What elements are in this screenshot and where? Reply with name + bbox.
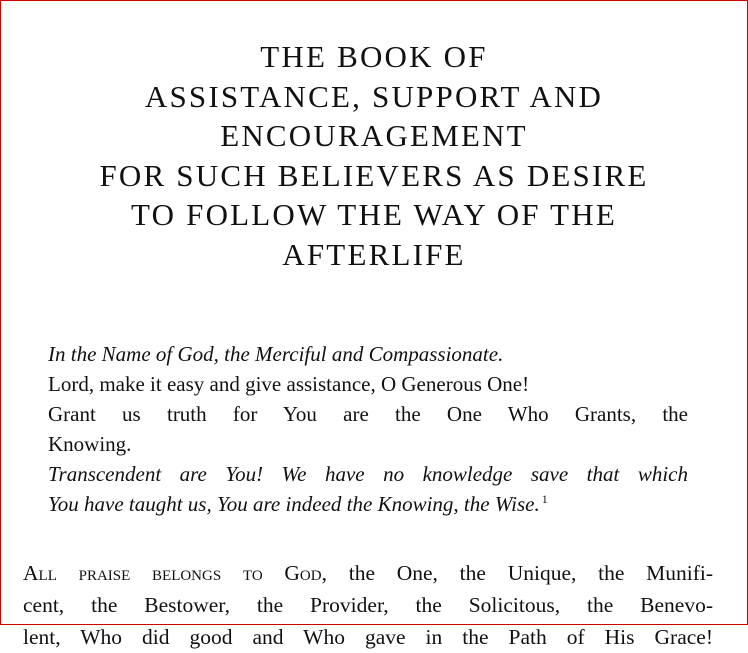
title-line: TO FOLLOW THE WAY OF THE: [131, 197, 617, 232]
quran-quote-text: You have taught us, You are indeed the Knowing, the Wise.: [48, 492, 540, 516]
invocation-block: [48, 339, 688, 519]
invocation-line: Lord, make it easy and give assistance, O Generous One!: [48, 372, 530, 396]
title-line: AFTERLIFE: [282, 236, 466, 272]
invocation-line: Knowing.: [48, 432, 132, 456]
book-title: [1, 37, 747, 274]
quran-quote-line: Transcendent are You! We have no knowledge save that which: [48, 462, 688, 486]
basmala-line: In the Name of God, the Merciful and Compassionate.: [48, 342, 504, 366]
invocation-line: Grant us truth for You are the One Who Grants, the: [48, 402, 688, 426]
lead-small-caps: All praise belongs to God: [23, 561, 322, 585]
footnote-marker[interactable]: 1: [541, 492, 548, 506]
body-line: [23, 557, 713, 589]
body-text-run: , the One, the Unique, the Munifi-: [321, 561, 713, 585]
body-line: cent, the Bestower, the Provider, the Solicitous, the Benevo-: [23, 593, 713, 617]
body-line: lent, Who did good and Who gave in the Path of His Grace!: [23, 625, 713, 649]
title-line: FOR SUCH BELIEVERS AS DESIRE: [99, 157, 649, 193]
title-line: ASSISTANCE, SUPPORT AND: [144, 78, 604, 114]
quran-quote-line: [48, 489, 688, 519]
body-paragraph: [23, 557, 713, 653]
title-line: THE BOOK OF: [260, 39, 488, 74]
title-line: ENCOURAGEMENT: [220, 118, 528, 153]
